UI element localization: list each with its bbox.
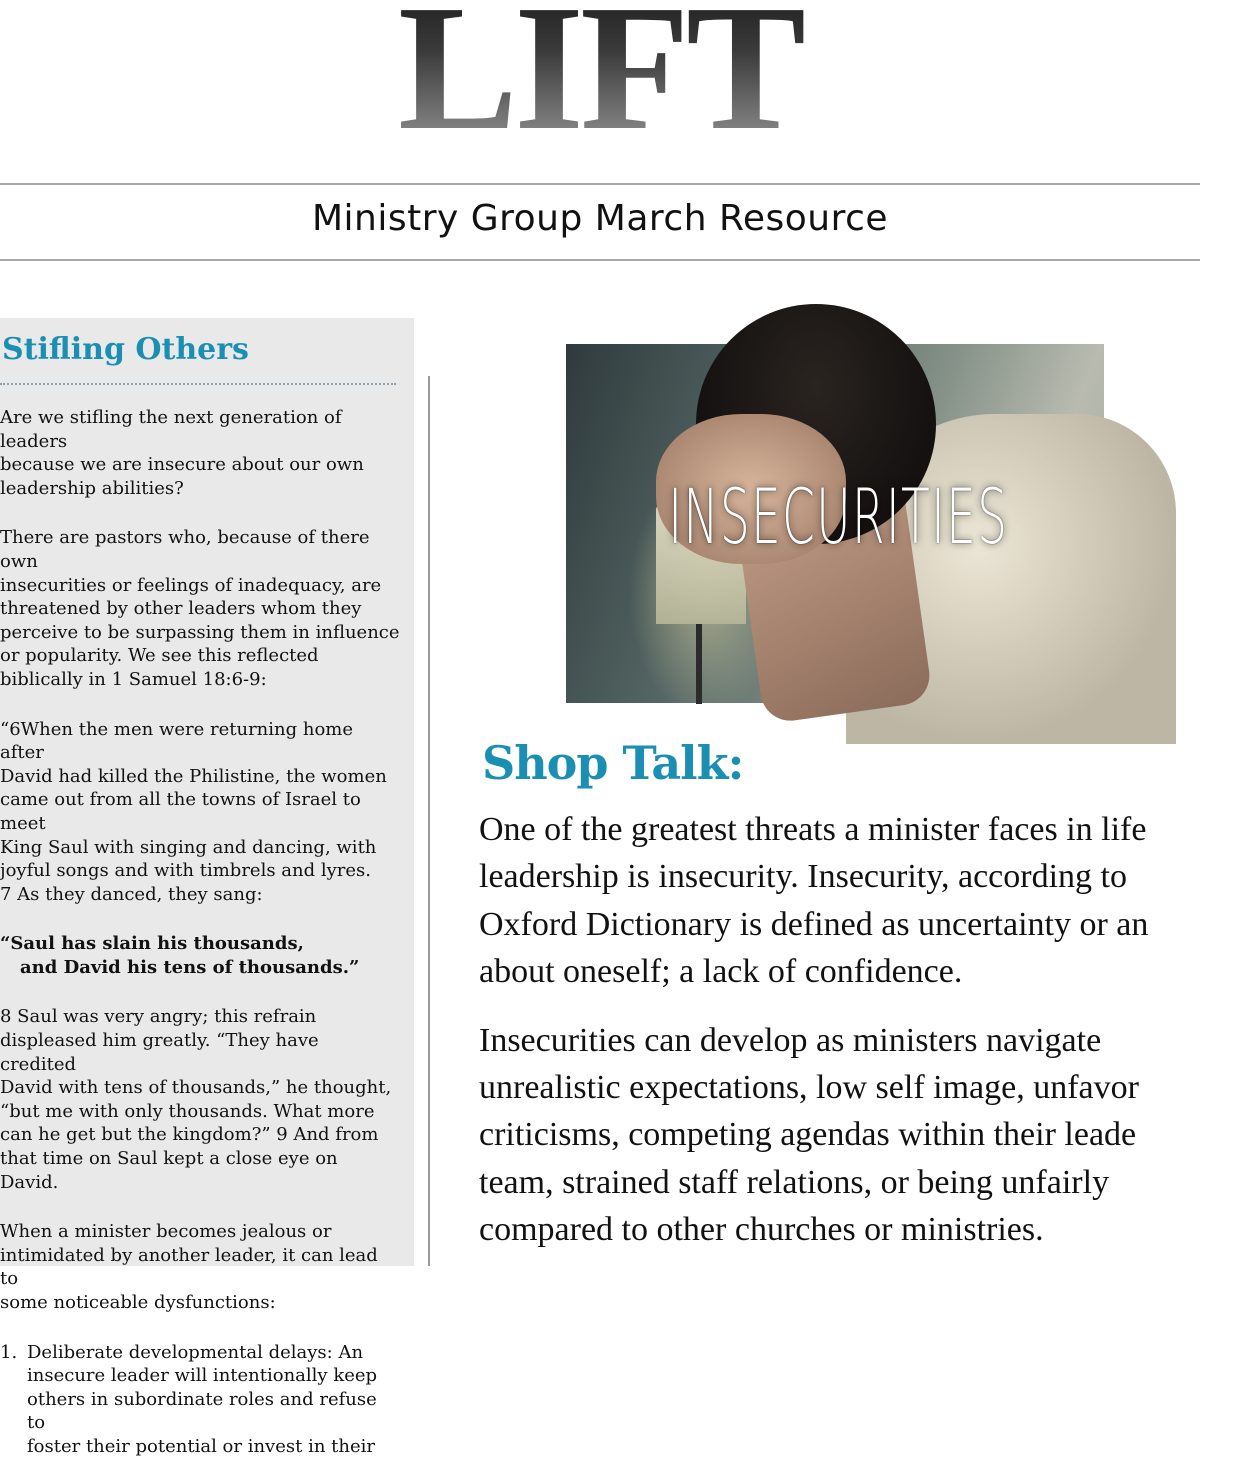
main-paragraph: Insecurities can develop as ministers navigate unrealistic expectations, low self image, unfavor criticisms, competing agendas within their leade team, strained staff relations, or being unfairly compared to other churches or ministries.	[479, 1021, 1139, 1249]
dysfunctions-list	[0, 1341, 400, 1459]
shop-talk-heading: Shop Talk:	[482, 736, 744, 790]
list-number: 1.	[0, 1341, 18, 1363]
sidebar-dotted-divider	[0, 383, 396, 385]
sidebar-paragraph: There are pastors who, because of there own insecurities or feelings of inadequacy, are threatened by other leaders whom they perceive to be surpassing them in influence or popularity. We see this reflected biblically in 1 Samuel 18:6-9:	[0, 527, 400, 690]
header-rule-top	[0, 183, 1200, 185]
sidebar-paragraph: “6When the men were returning home after David had killed the Philistine, the women came out from all the towns of Israel to meet King Saul with singing and dancing, with joyful songs and with timbrels and lyres. 7 As they danced, they sang:	[0, 718, 387, 905]
main-paragraph: One of the greatest threats a minister faces in life leadership is insecurity. Insecurity, according to Oxford Dictionary is defined as uncertainty or an about oneself; a lack of confidence.	[479, 811, 1149, 991]
insecurities-hero-image	[566, 344, 1104, 703]
column-divider	[428, 376, 430, 1266]
sidebar-title: Stifling Others	[2, 332, 249, 367]
newsletter-subtitle: Ministry Group March Resource	[311, 198, 889, 239]
masthead	[0, 0, 1200, 167]
hero-caption: INSECURITIES	[668, 472, 1009, 561]
sidebar-paragraph: When a minister becomes jealous or intimidated by another leader, it can lead to some noticeable dysfunctions:	[0, 1221, 378, 1313]
scripture-quote: “Saul has slain his thousands, and David his tens of thousands.”	[0, 933, 360, 978]
sidebar-paragraph: Are we stifling the next generation of leaders because we are insecure about our own leadership abilities?	[0, 407, 364, 499]
header-rule-bottom	[0, 259, 1200, 261]
sidebar-body	[0, 406, 400, 1459]
shop-talk-body	[479, 806, 1239, 1275]
sidebar-article	[0, 318, 414, 1457]
masthead-title: LIFT	[0, 0, 1200, 158]
list-item: 1. Deliberate developmental delays: An insecure leader will intentionally keep others in subordinate roles and refuse to foster their potential or invest in their	[0, 1341, 378, 1457]
sidebar-paragraph: 8 Saul was very angry; this refrain displeased him greatly. “They have credited David with tens of thousands,” he thought, “but me with only thousands. What more can he get but the kingdom?” 9 And from that time on Saul kept a close eye on David.	[0, 1006, 392, 1193]
lamp-stem	[696, 624, 702, 704]
